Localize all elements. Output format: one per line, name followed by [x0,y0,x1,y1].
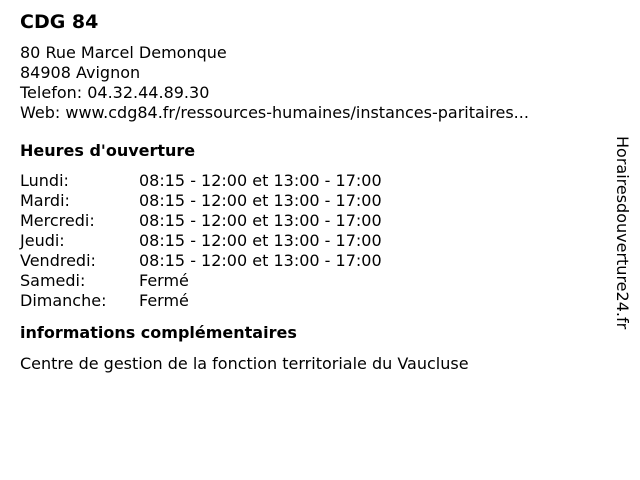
hours-heading: Heures d'ouverture [20,141,196,160]
hours-day: Mardi: [20,191,70,210]
hours-row-sunday [20,291,600,311]
address-street: 80 Rue Marcel Demonque [20,43,227,62]
address-city: 84908 Avignon [20,63,141,82]
phone-line: Telefon: 04.32.44.89.30 [20,83,210,102]
web-line: Web: www.cdg84.fr/ressources-humaines/instances-paritaires... [20,103,529,122]
hours-row-saturday [20,271,600,291]
hours-time: 08:15 - 12:00 et 13:00 - 17:00 [139,251,382,270]
business-card [20,9,600,374]
hours-day: Lundi: [20,171,69,190]
hours-day: Jeudi: [20,231,65,250]
info-text: Centre de gestion de la fonction territoriale du Vaucluse [20,354,469,373]
hours-day: Vendredi: [20,251,96,270]
hours-time: Fermé [139,271,189,290]
hours-row-thursday [20,231,600,251]
hours-day: Samedi: [20,271,86,290]
business-name: CDG 84 [20,11,99,33]
hours-day: Mercredi: [20,211,95,230]
hours-row-wednesday [20,211,600,231]
hours-time: 08:15 - 12:00 et 13:00 - 17:00 [139,211,382,230]
hours-day: Dimanche: [20,291,107,310]
hours-time: 08:15 - 12:00 et 13:00 - 17:00 [139,191,382,210]
hours-row-monday [20,171,600,191]
address-block [20,43,600,123]
hours-time: 08:15 - 12:00 et 13:00 - 17:00 [139,231,382,250]
brand-watermark [612,136,632,344]
hours-time: Fermé [139,291,189,310]
info-heading: informations complémentaires [20,323,297,342]
hours-row-friday [20,251,600,271]
hours-time: 08:15 - 12:00 et 13:00 - 17:00 [139,171,382,190]
brand-text: Horairesdouverture24.fr [613,136,632,330]
hours-row-tuesday [20,191,600,211]
hours-table [20,171,600,311]
